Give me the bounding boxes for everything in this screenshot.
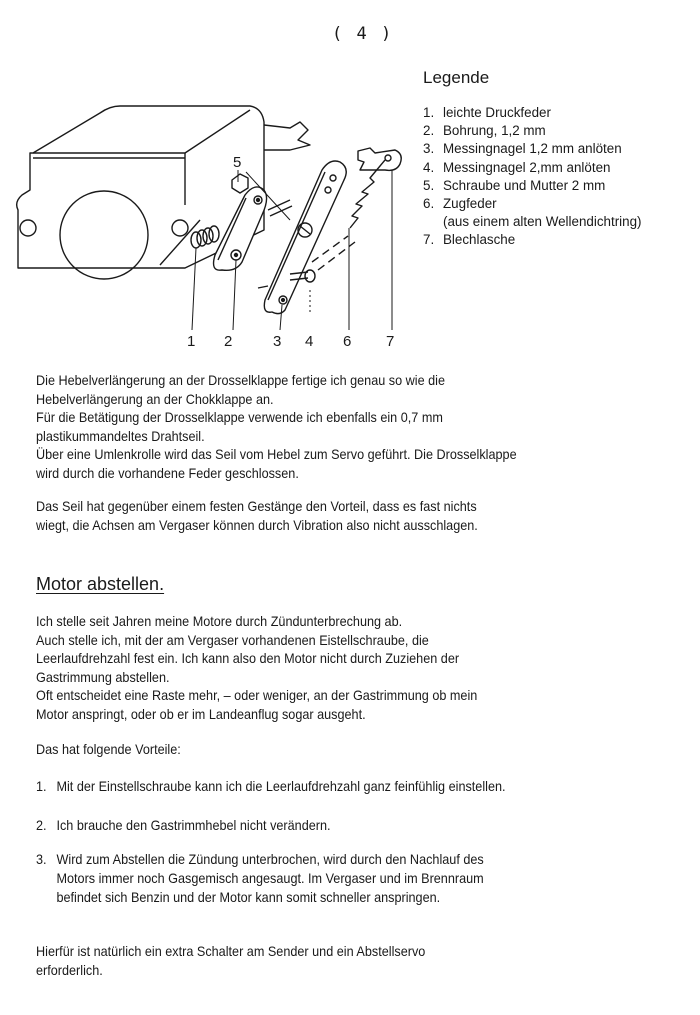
advantage-item — [36, 777, 506, 796]
callout-1: 1 — [187, 333, 196, 350]
legend-title: Legende — [423, 68, 490, 87]
legend-list — [423, 104, 700, 250]
compression-spring — [191, 226, 219, 248]
text-line: Motors immer noch Gasgemisch angesaugt. Im Vergaser und im Brennraum — [56, 871, 484, 886]
legend-item — [423, 122, 700, 140]
legend-item-number: 3. — [423, 141, 435, 157]
text-line: Gastrimmung abstellen. — [36, 669, 170, 685]
text-line: Hebelverlängerung an der Chokklappe an. — [36, 391, 274, 407]
text-line: befindet sich Benzin und der Motor kann somit schneller anspringen. — [56, 890, 441, 905]
callout-4: 4 — [305, 333, 314, 350]
legend-item-text: leichte Druckfeder — [443, 105, 551, 120]
callout-2: 2 — [224, 333, 233, 350]
section-heading: Motor abstellen. — [36, 574, 165, 594]
text-line: Hierfür ist natürlich ein extra Schalter am Sender und ein Abstellservo — [36, 944, 426, 959]
text-line: Über eine Umlenkrolle wird das Seil vom Hebel zum Servo geführt. Die Drosselklappe — [36, 447, 517, 463]
mounting-hole-left — [20, 220, 36, 236]
text-line: erforderlich. — [36, 962, 103, 978]
advantage-number: 2. — [36, 818, 47, 833]
carburetor-bore — [60, 191, 148, 279]
advantage-item — [36, 816, 331, 835]
nut — [232, 174, 248, 193]
callout-7: 7 — [386, 333, 395, 350]
callout-5: 5 — [233, 154, 242, 171]
legend-item-number: 4. — [423, 159, 435, 175]
text-line: plastikummandeltes Drahtseil. — [36, 428, 205, 444]
text-line: Für die Betätigung der Drosselklappe verwende ich ebenfalls ein 0,7 mm — [36, 410, 443, 426]
page-number: ( 4 ) — [332, 24, 394, 44]
legend-item-number: 5. — [423, 177, 435, 193]
mounting-hole-right — [172, 220, 188, 236]
legend-item-text: Bohrung, 1,2 mm — [443, 123, 546, 139]
text-line: Auch stelle ich, mit der am Vergaser vorhandenen Eistellschraube, die — [36, 632, 429, 648]
legend-item-number: 7. — [423, 232, 435, 248]
advantage-number: 1. — [36, 779, 47, 794]
text-line: Ich brauche den Gastrimmhebel nicht verändern. — [56, 818, 331, 833]
legend-item-text: Blechlasche — [443, 232, 516, 248]
legend-item — [423, 104, 700, 122]
text-line: wird durch die vorhandene Feder geschlossen. — [36, 465, 299, 481]
legend-item — [423, 177, 700, 195]
legend — [423, 68, 700, 250]
text-line: Leerlaufdrehzahl fest ein. Ich kann also den Motor nicht durch Zuziehen der — [36, 651, 460, 667]
legend-item-text: Schraube und Mutter 2 mm — [443, 177, 606, 193]
callout-3: 3 — [273, 333, 282, 350]
legend-item-text: Messingnagel 1,2 mm anlöten — [443, 141, 622, 157]
text-line: Das Seil hat gegenüber einem festen Gestänge den Vorteil, dass es fast nichts — [36, 499, 477, 514]
legend-item — [423, 140, 700, 158]
legend-item-text: Messingnagel 2,mm anlöten — [443, 159, 611, 175]
advantages-intro: Das hat folgende Vorteile: — [36, 742, 181, 757]
text-line: Die Hebelverlängerung an der Drosselklappe fertige ich genau so wie die — [36, 373, 446, 388]
paragraph-closing — [36, 943, 425, 980]
advantage-number: 3. — [36, 852, 47, 867]
callout-6: 6 — [343, 333, 352, 350]
legend-item-number: 6. — [423, 196, 435, 212]
paragraph-engine-stop — [36, 613, 477, 725]
text-line: Mit der Einstellschraube kann ich die Leerlaufdrehzahl ganz feinfühlig einstellen. — [56, 779, 506, 794]
advantage-item — [36, 850, 484, 907]
legend-item-text: Zugfeder — [443, 196, 497, 212]
text-line: Oft entscheidet eine Raste mehr, – oder weniger, an der Gastrimmung ob mein — [36, 688, 478, 704]
text-line: Wird zum Abstellen die Zündung unterbrochen, wird durch den Nachlauf des — [56, 852, 484, 867]
legend-item — [423, 159, 700, 177]
paragraph-cable-advantage — [36, 498, 478, 535]
text-line: wiegt, die Achsen am Vergaser können durch Vibration also nicht ausschlagen. — [36, 517, 478, 533]
legend-item-number: 2. — [423, 123, 435, 139]
legend-item — [423, 195, 700, 231]
paragraph-throttle-lever — [36, 372, 517, 484]
text-line: Motor anspringt, oder ob er im Landeanflug sogar ausgeht. — [36, 706, 366, 722]
text-line: Ich stelle seit Jahren meine Motore durch Zündunterbrechung ab. — [36, 614, 403, 629]
carburetor-lever-diagram — [0, 50, 420, 350]
legend-item-subtext: (aus einem alten Wellendichtring) — [443, 214, 642, 230]
legend-item — [423, 231, 700, 249]
legend-item-number: 1. — [423, 105, 435, 120]
